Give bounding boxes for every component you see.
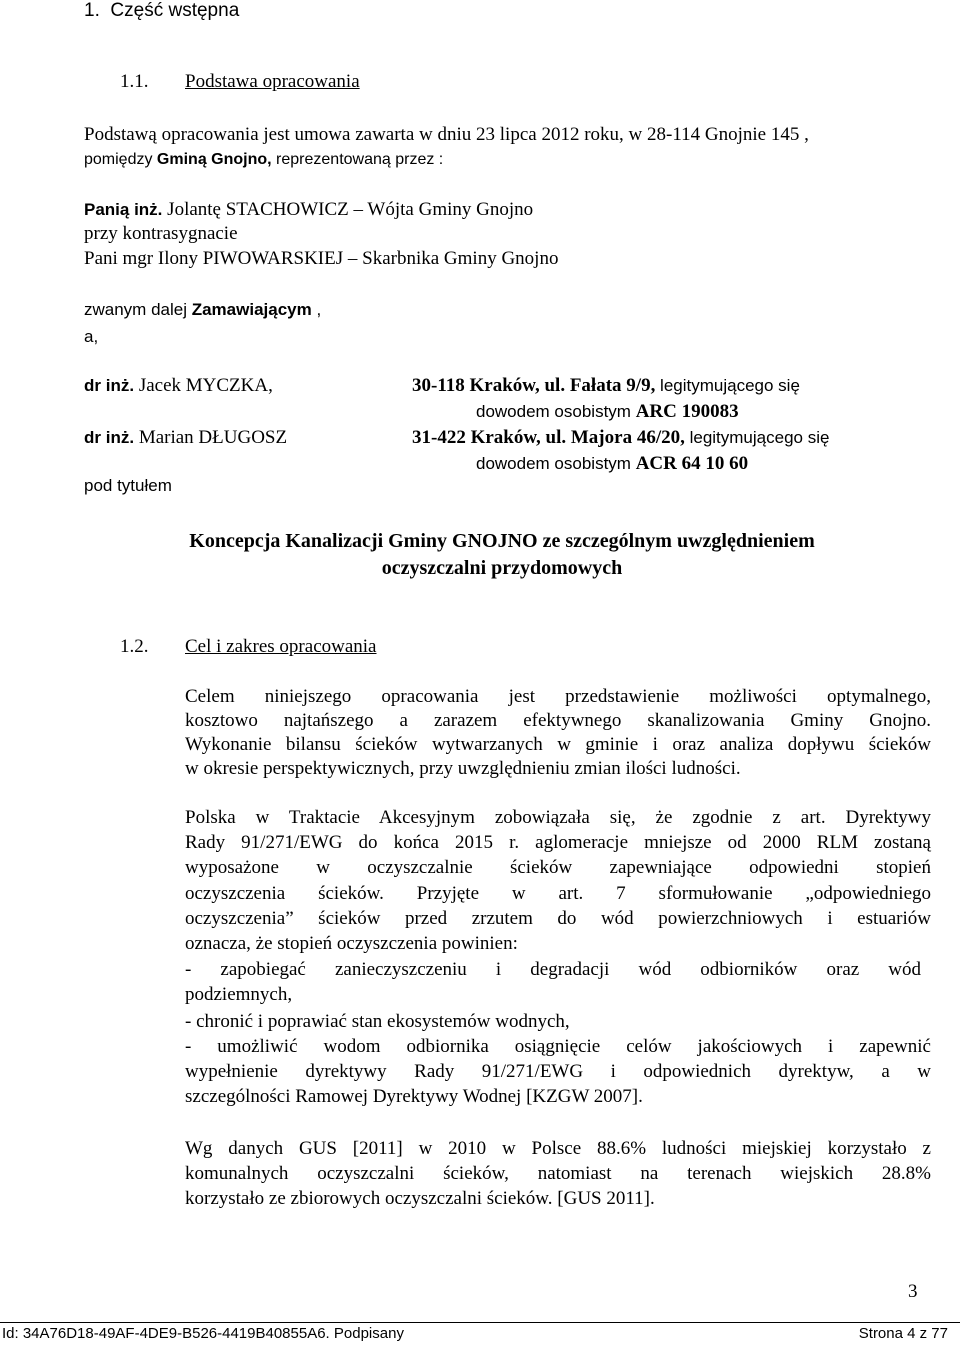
section-number-1-1: 1.1. bbox=[120, 71, 149, 92]
chapter-heading bbox=[84, 0, 239, 22]
contractor-2-name: dr inż. Marian DŁUGOSZ bbox=[84, 427, 288, 448]
contractor-1-name: dr inż. Jacek MYCZKA, bbox=[84, 375, 273, 396]
section-number-1-2: 1.2. bbox=[120, 636, 149, 657]
paragraph-3-line: Wg danych GUS [2011] w 2010 w Polsce 88.6% ludności miejskiej korzystało z bbox=[185, 1138, 931, 1159]
paragraph-1-line: w okresie perspektywicznych, przy uwzględnieniu zmian ilości ludności. bbox=[185, 758, 741, 779]
paragraph-1-line: kosztowo najtańszego a zarazem efektywnego skanalizowania Gminy Gnojno. bbox=[185, 710, 931, 731]
chapter-title: Część wstępna bbox=[110, 0, 240, 21]
list-item-continuation: szczególności Ramowej Dyrektywy Wodnej [KZGW 2007]. bbox=[185, 1086, 643, 1107]
list-item: - chronić i poprawiać stan ekosystemów wodnych, bbox=[185, 1011, 570, 1032]
contractor-1-id: dowodem osobistym ARC 190083 bbox=[476, 401, 739, 422]
page-number: 3 bbox=[908, 1281, 918, 1302]
footer-page-indicator: Strona 4 z 77 bbox=[858, 1325, 948, 1342]
section-title-1-2: Cel i zakres opracowania bbox=[185, 636, 377, 657]
paragraph-2-line: Rady 91/271/EWG do końca 2015 r. aglomeracje mniejsze od 2000 RLM zostaną bbox=[185, 832, 931, 853]
paragraph-2-line: wyposażone w oczyszczalnie ścieków zapewniające odpowiedni stopień bbox=[185, 857, 931, 878]
skarbnik-line: Pani mgr Ilony PIWOWARSKIEJ – Skarbnika Gminy Gnojno bbox=[84, 248, 559, 269]
paragraph-3-line: korzystało ze zbiorowych oczyszczalni ścieków. [GUS 2011]. bbox=[185, 1188, 655, 1209]
list-item: - zapobiegać zanieczyszczeniu i degradacji wód odbiorników oraz wód bbox=[185, 959, 921, 980]
representative-name: Jolantę STACHOWICZ – Wójta Gminy Gnojno bbox=[162, 199, 534, 220]
paragraph-3-line: komunalnych oczyszczalni ścieków, natomiast na terenach wiejskich 28.8% bbox=[185, 1163, 931, 1184]
paragraph-2-line: oznacza, że stopień oczyszczenia powinien: bbox=[185, 933, 518, 954]
document-title-line-1: Koncepcja Kanalizacji Gminy GNOJNO ze szczególnym uwzględnieniem bbox=[189, 530, 815, 552]
paragraph-2-line: Polska w Traktacie Akcesyjnym zobowiązała się, że zgodnie z art. Dyrektywy bbox=[185, 807, 931, 828]
paragraph-1-line: Celem niniejszego opracowania jest przedstawienie możliwości optymalnego, bbox=[185, 686, 931, 707]
a-line: a, bbox=[84, 327, 99, 346]
document-title-line-2: oczyszczalni przydomowych bbox=[381, 557, 623, 579]
paragraph-2-line: oczyszczenia ścieków. Przyjęte w art. 7 sformułowanie „odpowiedniego bbox=[185, 883, 931, 904]
contractor-1-address: 30-118 Kraków, ul. Fałata 9/9, legitymującego się bbox=[412, 375, 800, 396]
intro-line-2: pomiędzy Gminą Gnojno, reprezentowaną przez : bbox=[84, 151, 444, 168]
zamawiajacy-label: Zamawiającym bbox=[191, 300, 312, 319]
zamawiajacy-line: zwanym dalej Zamawiającym , bbox=[84, 300, 322, 319]
contractor-2-id: dowodem osobistym ACR 64 10 60 bbox=[476, 453, 749, 474]
footer-document-id: Id: 34A76D18-49AF-4DE9-B526-4419B40855A6. Podpisany bbox=[2, 1325, 404, 1342]
list-item-continuation: podziemnych, bbox=[185, 984, 293, 1005]
list-item: - umożliwić wodom odbiornika osiągnięcie celów jakościowych i zapewnić bbox=[185, 1036, 931, 1057]
section-title-1-1: Podstawa opracowania bbox=[185, 71, 360, 92]
pod-tytulem-label: pod tytułem bbox=[84, 476, 172, 495]
kontrasygnata-line: przy kontrasygnacie bbox=[84, 223, 238, 244]
party-gmina: Gminą Gnojno, bbox=[156, 151, 272, 168]
paragraph-2-line: oczyszczenia” ścieków przed zrzutem do wód powierzchniowych i estuariów bbox=[185, 908, 931, 929]
list-item-continuation: wypełnienie dyrektywy Rady 91/271/EWG i odpowiednich dyrektyw, a w bbox=[185, 1061, 931, 1082]
footer-divider bbox=[0, 1322, 960, 1323]
contractor-2-address: 31-422 Kraków, ul. Majora 46/20, legitymującego się bbox=[412, 427, 830, 448]
chapter-number: 1. bbox=[84, 0, 100, 21]
paragraph-1-line: Wykonanie bilansu ścieków wytwarzanych w gminie i oraz analiza dopływu ścieków bbox=[185, 734, 931, 755]
representative-line: Panią inż. Jolantę STACHOWICZ – Wójta Gminy Gnojno bbox=[84, 199, 534, 220]
intro-line-1: Podstawą opracowania jest umowa zawarta w dniu 23 lipca 2012 roku, w 28-114 Gnojnie 145 , bbox=[84, 124, 809, 145]
